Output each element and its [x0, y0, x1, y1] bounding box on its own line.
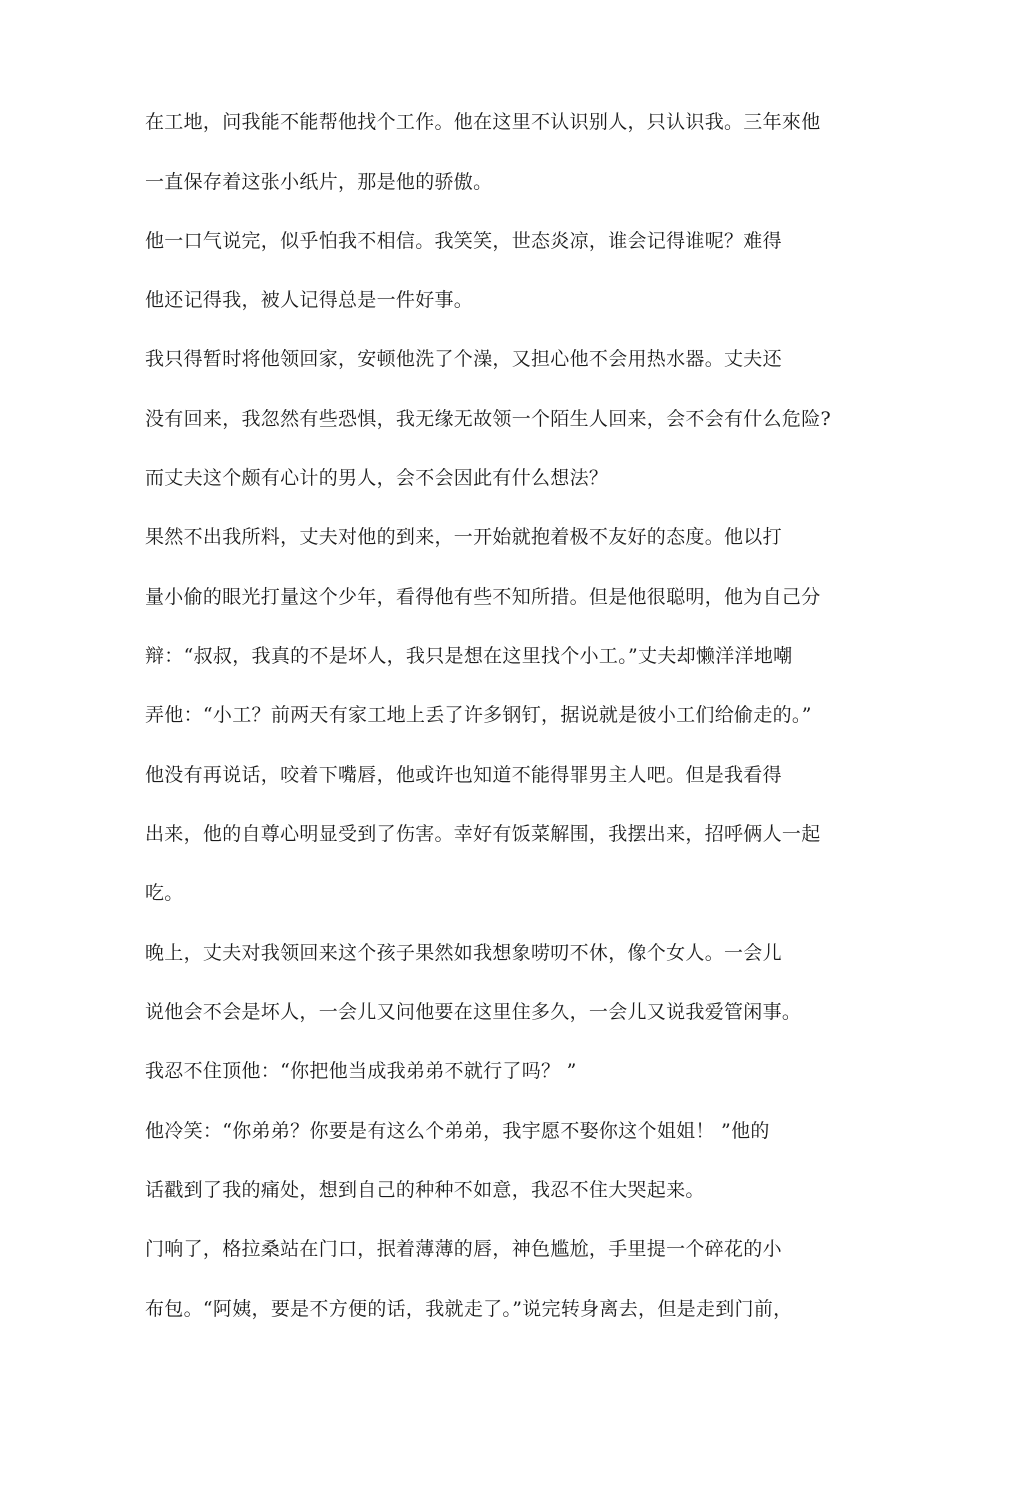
text-line: 晚上，丈夫对我领回来这个孩子果然如我想象唠叨不休，像个女人。一会儿	[145, 942, 782, 964]
text-line: 果然不出我所料，丈夫对他的到来，一开始就抱着极不友好的态度。他以打	[145, 526, 782, 548]
text-line: 布包。“阿姨，要是不方便的话，我就走了。”说完转身离去，但是走到门前，	[145, 1298, 793, 1320]
text-line: 他冷笑：“你弟弟？你要是有这么个弟弟，我宇愿不娶你这个姐姐！ ”他的	[145, 1120, 770, 1142]
text-line: 他一口气说完，似乎怕我不相信。我笑笑，世态炎凉，谁会记得谁呢？难得	[145, 230, 782, 252]
text-line: 出来，他的自尊心明显受到了伤害。幸好有饭菜解围，我摆出来，招呼俩人一起	[145, 823, 821, 845]
text-line: 我只得暂时将他领回家，安顿他洗了个澡，又担心他不会用热水器。丈夫还	[145, 348, 782, 370]
text-line: 说他会不会是坏人，一会儿又问他要在这里住多久，一会儿又说我爱管闲事。	[145, 1001, 802, 1023]
text-line: 他还记得我，被人记得总是一件好事。	[145, 289, 474, 311]
text-line: 在工地，问我能不能帮他找个工作。他在这里不认识别人，只认识我。三年來他	[145, 111, 821, 133]
text-line: 话戳到了我的痛处，想到自己的种种不如意，我忍不住大哭起来。	[145, 1179, 705, 1201]
text-line: 辩：“叔叔，我真的不是坏人，我只是想在这里找个小工。”丈夫却懒洋洋地嘲	[145, 645, 793, 667]
text-line: 一直保存着这张小纸片，那是他的骄傲。	[145, 171, 493, 193]
text-line: 而丈夫这个颇有心计的男人，会不会因此有什么想法？	[145, 467, 609, 489]
text-line: 我忍不住顶他：“你把他当成我弟弟不就行了吗？ ”	[145, 1060, 577, 1082]
text-line: 没有回来，我忽然有些恐惧，我无缘无故领一个陌生人回来，会不会有什么危险?	[145, 408, 831, 430]
text-line: 他没有再说话，咬着下嘴唇，他或许也知道不能得罪男主人吧。但是我看得	[145, 764, 782, 786]
text-line: 量小偷的眼光打量这个少年，看得他有些不知所措。但是他很聪明，他为自己分	[145, 586, 821, 608]
text-line: 门响了，格拉桑站在门口，抿着薄薄的唇，神色尴尬，手里提一个碎花的小	[145, 1238, 782, 1260]
text-line: 吃。	[145, 882, 184, 904]
text-line: 弄他：“小工？前两天有家工地上丢了许多钢钉，据说就是彼小工们给偷走的。”	[145, 704, 812, 726]
